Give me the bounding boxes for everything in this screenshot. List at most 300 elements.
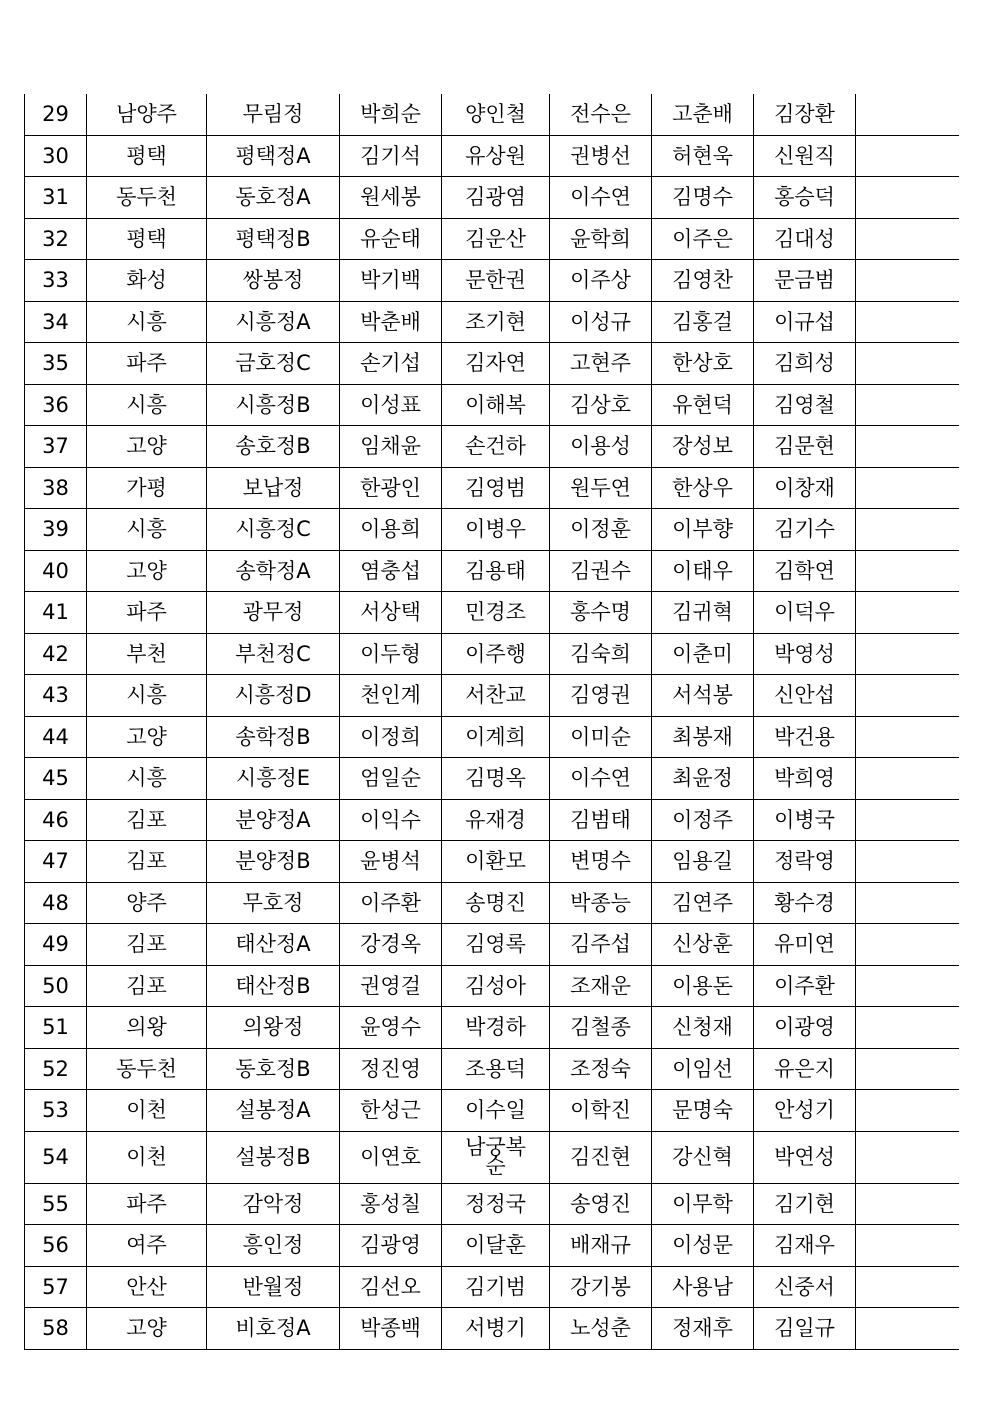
blank-cell xyxy=(856,301,959,343)
row-number: 50 xyxy=(25,965,87,1007)
member-2-cell: 이주행 xyxy=(442,633,550,675)
blank-cell xyxy=(856,135,959,177)
member-2-cell: 김명옥 xyxy=(442,758,550,800)
member-4-cell: 이태우 xyxy=(652,550,754,592)
court-cell: 감악정 xyxy=(207,1183,340,1225)
table-row xyxy=(25,633,959,675)
table-row xyxy=(25,1090,959,1132)
region-cell: 파주 xyxy=(87,343,207,385)
region-cell: 남양주 xyxy=(87,94,207,135)
member-2-cell: 유상원 xyxy=(442,135,550,177)
blank-cell xyxy=(856,1048,959,1090)
member-5-cell: 문금범 xyxy=(754,260,856,302)
member-3-cell: 이학진 xyxy=(550,1090,652,1132)
blank-cell xyxy=(856,343,959,385)
member-4-cell: 이부향 xyxy=(652,509,754,551)
member-1-cell: 박춘배 xyxy=(340,301,442,343)
member-3-cell: 김상호 xyxy=(550,384,652,426)
blank-cell xyxy=(856,467,959,509)
member-3-cell: 강기봉 xyxy=(550,1266,652,1308)
member-4-cell: 정재후 xyxy=(652,1308,754,1350)
table-row xyxy=(25,1225,959,1267)
region-cell: 평택 xyxy=(87,218,207,260)
member-2-cell: 문한권 xyxy=(442,260,550,302)
member-1-cell: 손기섭 xyxy=(340,343,442,385)
member-4-cell: 최봉재 xyxy=(652,716,754,758)
blank-cell xyxy=(856,1308,959,1350)
member-1-cell: 이주환 xyxy=(340,882,442,924)
member-1-cell: 홍성칠 xyxy=(340,1183,442,1225)
row-number: 46 xyxy=(25,799,87,841)
member-2-cell: 이수일 xyxy=(442,1090,550,1132)
row-number: 58 xyxy=(25,1308,87,1350)
member-2-cell: 남궁복순 xyxy=(442,1131,550,1183)
member-4-cell: 허현욱 xyxy=(652,135,754,177)
member-2-cell: 양인철 xyxy=(442,94,550,135)
row-number: 35 xyxy=(25,343,87,385)
row-number: 44 xyxy=(25,716,87,758)
member-5-cell: 홍승덕 xyxy=(754,177,856,219)
member-1-cell: 원세봉 xyxy=(340,177,442,219)
member-5-cell: 황수경 xyxy=(754,882,856,924)
blank-cell xyxy=(856,758,959,800)
member-5-cell: 김학연 xyxy=(754,550,856,592)
court-cell: 쌍봉정 xyxy=(207,260,340,302)
member-5-cell: 김기수 xyxy=(754,509,856,551)
member-5-cell: 이창재 xyxy=(754,467,856,509)
blank-cell xyxy=(856,1183,959,1225)
member-2-cell: 김영범 xyxy=(442,467,550,509)
row-number: 47 xyxy=(25,841,87,883)
member-2-cell: 조용덕 xyxy=(442,1048,550,1090)
row-number: 29 xyxy=(25,94,87,135)
member-1-cell: 윤병석 xyxy=(340,841,442,883)
region-cell: 시흥 xyxy=(87,301,207,343)
member-5-cell: 김문현 xyxy=(754,426,856,468)
region-cell: 김포 xyxy=(87,924,207,966)
blank-cell xyxy=(856,924,959,966)
member-4-cell: 강신혁 xyxy=(652,1131,754,1183)
court-cell: 태산정A xyxy=(207,924,340,966)
member-5-cell: 신원직 xyxy=(754,135,856,177)
row-number: 30 xyxy=(25,135,87,177)
court-cell: 평택정B xyxy=(207,218,340,260)
member-2-cell: 민경조 xyxy=(442,592,550,634)
court-cell: 시흥정E xyxy=(207,758,340,800)
table-row xyxy=(25,716,959,758)
region-cell: 김포 xyxy=(87,799,207,841)
member-1-cell: 천인계 xyxy=(340,675,442,717)
member-1-cell: 윤영수 xyxy=(340,1007,442,1049)
region-cell: 가평 xyxy=(87,467,207,509)
member-5-cell: 유은지 xyxy=(754,1048,856,1090)
row-number: 34 xyxy=(25,301,87,343)
table-row xyxy=(25,1048,959,1090)
region-cell: 고양 xyxy=(87,426,207,468)
row-number: 43 xyxy=(25,675,87,717)
member-3-cell: 김권수 xyxy=(550,550,652,592)
member-4-cell: 문명숙 xyxy=(652,1090,754,1132)
table-row xyxy=(25,218,959,260)
member-4-cell: 신상훈 xyxy=(652,924,754,966)
court-cell: 동호정A xyxy=(207,177,340,219)
table-row xyxy=(25,799,959,841)
member-5-cell: 박희영 xyxy=(754,758,856,800)
region-cell: 시흥 xyxy=(87,384,207,426)
member-2-cell: 조기현 xyxy=(442,301,550,343)
member-4-cell: 김영찬 xyxy=(652,260,754,302)
member-3-cell: 김숙희 xyxy=(550,633,652,675)
member-5-cell: 김일규 xyxy=(754,1308,856,1350)
member-5-cell: 이규섭 xyxy=(754,301,856,343)
region-cell: 시흥 xyxy=(87,509,207,551)
court-cell: 동호정B xyxy=(207,1048,340,1090)
blank-cell xyxy=(856,218,959,260)
member-4-cell: 장성보 xyxy=(652,426,754,468)
member-2-cell: 김용태 xyxy=(442,550,550,592)
region-cell: 부천 xyxy=(87,633,207,675)
table-row xyxy=(25,426,959,468)
member-5-cell: 김희성 xyxy=(754,343,856,385)
table-row xyxy=(25,301,959,343)
member-4-cell: 이춘미 xyxy=(652,633,754,675)
region-cell: 의왕 xyxy=(87,1007,207,1049)
blank-cell xyxy=(856,675,959,717)
member-3-cell: 이용성 xyxy=(550,426,652,468)
member-3-cell: 배재규 xyxy=(550,1225,652,1267)
court-cell: 시흥정B xyxy=(207,384,340,426)
blank-cell xyxy=(856,633,959,675)
member-1-cell: 한성근 xyxy=(340,1090,442,1132)
court-cell: 분양정A xyxy=(207,799,340,841)
member-3-cell: 전수은 xyxy=(550,94,652,135)
member-2-cell: 이달훈 xyxy=(442,1225,550,1267)
member-5-cell: 안성기 xyxy=(754,1090,856,1132)
member-5-cell: 신안섭 xyxy=(754,675,856,717)
court-cell: 비호정A xyxy=(207,1308,340,1350)
region-cell: 화성 xyxy=(87,260,207,302)
member-3-cell: 권병선 xyxy=(550,135,652,177)
table-row xyxy=(25,467,959,509)
member-1-cell: 권영걸 xyxy=(340,965,442,1007)
member-3-cell: 김진현 xyxy=(550,1131,652,1183)
blank-cell xyxy=(856,1266,959,1308)
member-1-cell: 박종백 xyxy=(340,1308,442,1350)
table-row xyxy=(25,135,959,177)
member-4-cell: 사용남 xyxy=(652,1266,754,1308)
roster-table xyxy=(24,94,959,1350)
table-row xyxy=(25,550,959,592)
region-cell: 파주 xyxy=(87,592,207,634)
region-cell: 김포 xyxy=(87,841,207,883)
member-1-cell: 이성표 xyxy=(340,384,442,426)
region-cell: 고양 xyxy=(87,550,207,592)
table-row xyxy=(25,509,959,551)
member-3-cell: 박종능 xyxy=(550,882,652,924)
region-cell: 고양 xyxy=(87,1308,207,1350)
member-1-cell: 김선오 xyxy=(340,1266,442,1308)
table-row xyxy=(25,841,959,883)
member-5-cell: 김영철 xyxy=(754,384,856,426)
member-4-cell: 이정주 xyxy=(652,799,754,841)
member-5-cell: 박연성 xyxy=(754,1131,856,1183)
member-3-cell: 송영진 xyxy=(550,1183,652,1225)
row-number: 53 xyxy=(25,1090,87,1132)
region-cell: 이천 xyxy=(87,1131,207,1183)
blank-cell xyxy=(856,965,959,1007)
blank-cell xyxy=(856,260,959,302)
blank-cell xyxy=(856,1225,959,1267)
member-1-cell: 유순태 xyxy=(340,218,442,260)
region-cell: 김포 xyxy=(87,965,207,1007)
member-1-cell: 이두형 xyxy=(340,633,442,675)
row-number: 42 xyxy=(25,633,87,675)
member-5-cell: 이병국 xyxy=(754,799,856,841)
court-cell: 시흥정D xyxy=(207,675,340,717)
blank-cell xyxy=(856,1007,959,1049)
member-3-cell: 조정숙 xyxy=(550,1048,652,1090)
blank-cell xyxy=(856,716,959,758)
region-cell: 여주 xyxy=(87,1225,207,1267)
member-1-cell: 이익수 xyxy=(340,799,442,841)
court-cell: 송학정A xyxy=(207,550,340,592)
member-1-cell: 엄일순 xyxy=(340,758,442,800)
member-3-cell: 홍수명 xyxy=(550,592,652,634)
member-4-cell: 한상우 xyxy=(652,467,754,509)
member-4-cell: 고춘배 xyxy=(652,94,754,135)
member-4-cell: 신청재 xyxy=(652,1007,754,1049)
region-cell: 양주 xyxy=(87,882,207,924)
blank-cell xyxy=(856,882,959,924)
member-5-cell: 신중서 xyxy=(754,1266,856,1308)
row-number: 40 xyxy=(25,550,87,592)
member-2-cell: 정정국 xyxy=(442,1183,550,1225)
member-5-cell: 김대성 xyxy=(754,218,856,260)
member-1-cell: 이정희 xyxy=(340,716,442,758)
region-cell: 동두천 xyxy=(87,177,207,219)
row-number: 36 xyxy=(25,384,87,426)
table-row xyxy=(25,675,959,717)
region-cell: 고양 xyxy=(87,716,207,758)
court-cell: 태산정B xyxy=(207,965,340,1007)
table-row xyxy=(25,1007,959,1049)
blank-cell xyxy=(856,1131,959,1183)
row-number: 39 xyxy=(25,509,87,551)
table-row xyxy=(25,965,959,1007)
member-2-cell: 박경하 xyxy=(442,1007,550,1049)
member-5-cell: 이광영 xyxy=(754,1007,856,1049)
member-3-cell: 이주상 xyxy=(550,260,652,302)
member-4-cell: 김연주 xyxy=(652,882,754,924)
member-3-cell: 이성규 xyxy=(550,301,652,343)
member-2-cell: 이병우 xyxy=(442,509,550,551)
table-row xyxy=(25,343,959,385)
blank-cell xyxy=(856,1090,959,1132)
member-4-cell: 유현덕 xyxy=(652,384,754,426)
row-number: 45 xyxy=(25,758,87,800)
row-number: 55 xyxy=(25,1183,87,1225)
member-4-cell: 이용돈 xyxy=(652,965,754,1007)
row-number: 56 xyxy=(25,1225,87,1267)
member-3-cell: 김철종 xyxy=(550,1007,652,1049)
blank-cell xyxy=(856,550,959,592)
member-1-cell: 한광인 xyxy=(340,467,442,509)
member-5-cell: 박건용 xyxy=(754,716,856,758)
table-row xyxy=(25,882,959,924)
member-5-cell: 김재우 xyxy=(754,1225,856,1267)
row-number: 32 xyxy=(25,218,87,260)
region-cell: 시흥 xyxy=(87,758,207,800)
member-1-cell: 강경옥 xyxy=(340,924,442,966)
member-1-cell: 정진영 xyxy=(340,1048,442,1090)
member-5-cell: 이주환 xyxy=(754,965,856,1007)
member-2-cell: 이해복 xyxy=(442,384,550,426)
member-4-cell: 김명수 xyxy=(652,177,754,219)
member-4-cell: 서석봉 xyxy=(652,675,754,717)
table-row xyxy=(25,1183,959,1225)
member-3-cell: 이미순 xyxy=(550,716,652,758)
member-3-cell: 이정훈 xyxy=(550,509,652,551)
table-row xyxy=(25,1266,959,1308)
row-number: 33 xyxy=(25,260,87,302)
court-cell: 설봉정B xyxy=(207,1131,340,1183)
member-2-cell: 서찬교 xyxy=(442,675,550,717)
region-cell: 시흥 xyxy=(87,675,207,717)
member-1-cell: 김기석 xyxy=(340,135,442,177)
member-1-cell: 서상택 xyxy=(340,592,442,634)
member-5-cell: 김기현 xyxy=(754,1183,856,1225)
member-2-cell: 김기범 xyxy=(442,1266,550,1308)
member-2-cell: 서병기 xyxy=(442,1308,550,1350)
table-row xyxy=(25,384,959,426)
blank-cell xyxy=(856,94,959,135)
court-cell: 무호정 xyxy=(207,882,340,924)
row-number: 49 xyxy=(25,924,87,966)
member-1-cell: 이연호 xyxy=(340,1131,442,1183)
court-cell: 부천정C xyxy=(207,633,340,675)
blank-cell xyxy=(856,592,959,634)
member-2-cell: 김광염 xyxy=(442,177,550,219)
row-number: 31 xyxy=(25,177,87,219)
table-row xyxy=(25,1131,959,1183)
member-1-cell: 박희순 xyxy=(340,94,442,135)
member-3-cell: 이수연 xyxy=(550,177,652,219)
member-2-cell: 이계희 xyxy=(442,716,550,758)
court-cell: 반월정 xyxy=(207,1266,340,1308)
member-2-cell: 김자연 xyxy=(442,343,550,385)
court-cell: 흥인정 xyxy=(207,1225,340,1267)
court-cell: 의왕정 xyxy=(207,1007,340,1049)
member-2-cell: 김영록 xyxy=(442,924,550,966)
member-4-cell: 김홍걸 xyxy=(652,301,754,343)
member-2-cell: 손건하 xyxy=(442,426,550,468)
member-3-cell: 김영권 xyxy=(550,675,652,717)
court-cell: 시흥정A xyxy=(207,301,340,343)
row-number: 48 xyxy=(25,882,87,924)
member-1-cell: 염충섭 xyxy=(340,550,442,592)
member-3-cell: 김범태 xyxy=(550,799,652,841)
row-number: 54 xyxy=(25,1131,87,1183)
blank-cell xyxy=(856,509,959,551)
table-row xyxy=(25,260,959,302)
member-4-cell: 최윤정 xyxy=(652,758,754,800)
court-cell: 무림정 xyxy=(207,94,340,135)
row-number: 51 xyxy=(25,1007,87,1049)
member-3-cell: 노성춘 xyxy=(550,1308,652,1350)
member-5-cell: 이덕우 xyxy=(754,592,856,634)
roster-body xyxy=(25,94,959,1349)
court-cell: 송호정B xyxy=(207,426,340,468)
member-5-cell: 김장환 xyxy=(754,94,856,135)
member-3-cell: 고현주 xyxy=(550,343,652,385)
table-row xyxy=(25,1308,959,1350)
court-cell: 송학정B xyxy=(207,716,340,758)
member-3-cell: 김주섭 xyxy=(550,924,652,966)
member-5-cell: 정락영 xyxy=(754,841,856,883)
member-4-cell: 김귀혁 xyxy=(652,592,754,634)
member-2-cell: 이환모 xyxy=(442,841,550,883)
member-3-cell: 변명수 xyxy=(550,841,652,883)
table-row xyxy=(25,94,959,135)
table-row xyxy=(25,177,959,219)
member-4-cell: 한상호 xyxy=(652,343,754,385)
member-2-cell: 송명진 xyxy=(442,882,550,924)
member-1-cell: 이용희 xyxy=(340,509,442,551)
court-cell: 평택정A xyxy=(207,135,340,177)
member-5-cell: 유미연 xyxy=(754,924,856,966)
region-cell: 이천 xyxy=(87,1090,207,1132)
court-cell: 설봉정A xyxy=(207,1090,340,1132)
member-3-cell: 윤학희 xyxy=(550,218,652,260)
table-row xyxy=(25,592,959,634)
blank-cell xyxy=(856,384,959,426)
court-cell: 보납정 xyxy=(207,467,340,509)
court-cell: 분양정B xyxy=(207,841,340,883)
member-4-cell: 이성문 xyxy=(652,1225,754,1267)
court-cell: 시흥정C xyxy=(207,509,340,551)
row-number: 37 xyxy=(25,426,87,468)
row-number: 52 xyxy=(25,1048,87,1090)
region-cell: 파주 xyxy=(87,1183,207,1225)
court-cell: 광무정 xyxy=(207,592,340,634)
member-3-cell: 이수연 xyxy=(550,758,652,800)
member-4-cell: 이임선 xyxy=(652,1048,754,1090)
member-1-cell: 김광영 xyxy=(340,1225,442,1267)
table-row xyxy=(25,924,959,966)
blank-cell xyxy=(856,426,959,468)
row-number: 41 xyxy=(25,592,87,634)
region-cell: 동두천 xyxy=(87,1048,207,1090)
blank-cell xyxy=(856,177,959,219)
region-cell: 평택 xyxy=(87,135,207,177)
row-number: 57 xyxy=(25,1266,87,1308)
member-2-cell: 유재경 xyxy=(442,799,550,841)
member-1-cell: 박기백 xyxy=(340,260,442,302)
member-5-cell: 박영성 xyxy=(754,633,856,675)
member-4-cell: 이무학 xyxy=(652,1183,754,1225)
region-cell: 안산 xyxy=(87,1266,207,1308)
blank-cell xyxy=(856,799,959,841)
row-number: 38 xyxy=(25,467,87,509)
table-row xyxy=(25,758,959,800)
member-1-cell: 임채윤 xyxy=(340,426,442,468)
member-3-cell: 조재운 xyxy=(550,965,652,1007)
member-2-cell: 김운산 xyxy=(442,218,550,260)
member-2-cell: 김성아 xyxy=(442,965,550,1007)
blank-cell xyxy=(856,841,959,883)
member-3-cell: 원두연 xyxy=(550,467,652,509)
member-4-cell: 이주은 xyxy=(652,218,754,260)
